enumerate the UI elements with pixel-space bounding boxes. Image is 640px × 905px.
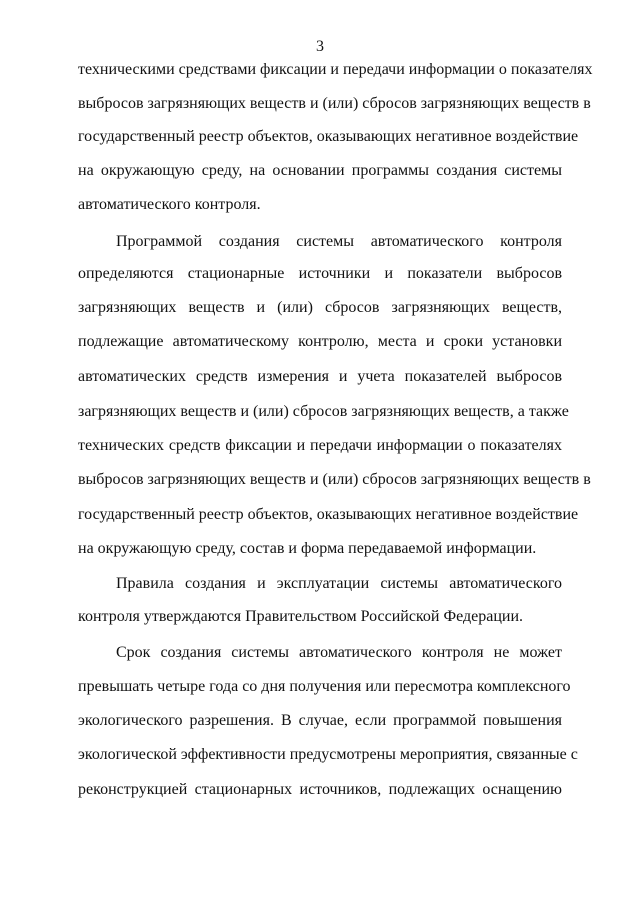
paragraph-line: технических средств фиксации и передачи информации о показателях [78,437,562,454]
page-number: 3 [316,38,324,55]
paragraph-line: загрязняющих веществ и (или) сбросов загрязняющих веществ, а также [78,403,569,420]
paragraph-line: реконструкцией стационарных источников, подлежащих оснащению [78,781,562,798]
paragraph-line: контроля утверждаются Правительством Российской Федерации. [78,608,524,625]
paragraph-line: Правила создания и эксплуатации системы автоматического [116,575,562,592]
paragraph-line: экологической эффективности предусмотрены мероприятия, связанные с [78,746,578,763]
paragraph-line: Срок создания системы автоматического контроля не может [116,644,562,661]
paragraph-line: на окружающую среду, на основании программы создания системы [78,162,562,179]
paragraph-line: определяются стационарные источники и показатели выбросов [78,265,562,282]
paragraph-line: Программой создания системы автоматического контроля [116,233,562,250]
paragraph-line: выбросов загрязняющих веществ и (или) сбросов загрязняющих веществ в [78,471,591,488]
paragraph-line: превышать четыре года со дня получения или пересмотра комплексного [78,678,571,695]
paragraph-line: выбросов загрязняющих веществ и (или) сбросов загрязняющих веществ в [78,95,591,112]
paragraph-line: техническими средствами фиксации и передачи информации о показателях [78,61,593,78]
paragraph-line: государственный реестр объектов, оказывающих негативное воздействие [78,128,579,145]
paragraph-line: на окружающую среду, состав и форма передаваемой информации. [78,540,537,557]
paragraph-line: автоматических средств измерения и учета показателей выбросов [78,368,562,385]
paragraph-line: загрязняющих веществ и (или) сбросов загрязняющих веществ, [78,299,562,316]
paragraph-line: автоматического контроля. [78,196,261,213]
paragraph-line: государственный реестр объектов, оказывающих негативное воздействие [78,506,579,523]
paragraph-line: экологического разрешения. В случае, если программой повышения [78,712,562,729]
paragraph-line: подлежащие автоматическому контролю, места и сроки установки [78,333,562,350]
